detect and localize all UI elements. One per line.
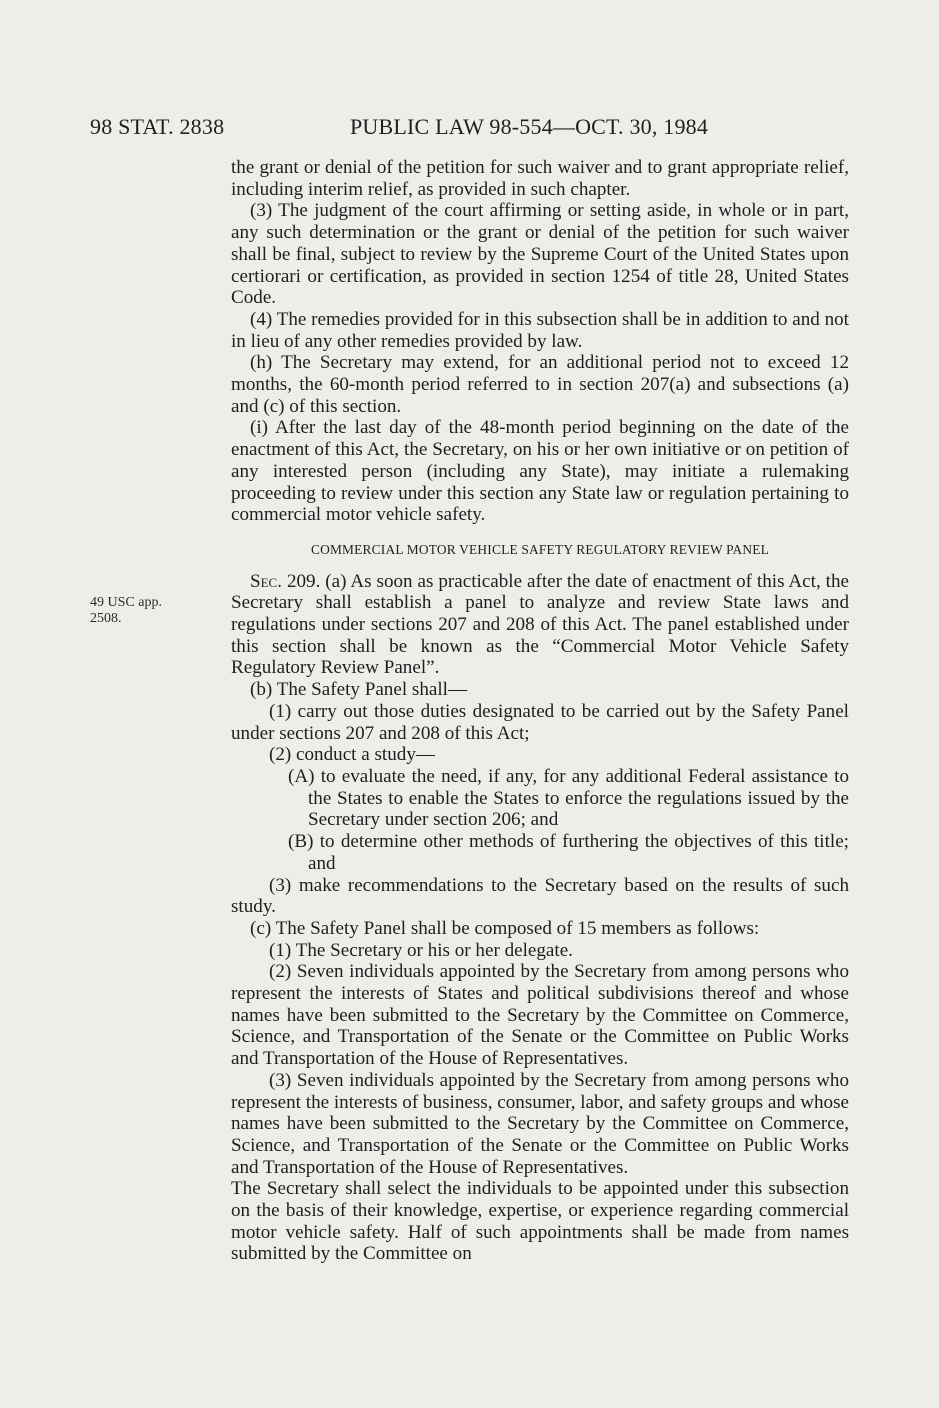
paragraph-i: (i) After the last day of the 48-month period beginning on the date of the enactment of this Act, the Secretary, on his or her own initiative or on petition of any interested person (including any State), may initiate a rulemaking proceeding to review under this section any State law or regulation pertaining to commercial motor vehicle safety. bbox=[231, 417, 849, 526]
paragraph-c1: (1) The Secretary or his or her delegate. bbox=[269, 939, 573, 961]
paragraph-b1: (1) carry out those duties designated to be carried out by the Safety Panel under sections 207 and 208 of this Act; bbox=[231, 700, 849, 744]
margin-citation bbox=[90, 595, 162, 627]
section-heading: COMMERCIAL MOTOR VEHICLE SAFETY REGULATORY REVIEW PANEL bbox=[310, 541, 770, 557]
paragraph-b2b: (B) to determine other methods of furthering the objectives of this title; and bbox=[288, 831, 849, 874]
paragraph-b2a: (A) to evaluate the need, if any, for any additional Federal assistance to the States to enable the States to enforce the regulations issued by the Secretary under section 206; and bbox=[288, 765, 849, 831]
paragraph-c3: (3) Seven individuals appointed by the Secretary from among persons who represent the interests of business, consumer, labor, and safety groups and whose names have been submitted to the Secretary by the Committee on Commerce, Science, and Transportation of the Senate or the Committee on Public Works and Transportation of the House of Representatives. bbox=[231, 1069, 849, 1178]
paragraph-sec-209-a bbox=[231, 571, 849, 680]
paragraph-b: (b) The Safety Panel shall— bbox=[250, 679, 468, 701]
sec-label: Sec. bbox=[250, 570, 283, 592]
paragraph-g4: (4) The remedies provided for in this subsection shall be in addition to and not in lieu of any other remedies provided by law. bbox=[231, 308, 849, 352]
paragraph-g3: (3) The judgment of the court affirming or setting aside, in whole or in part, any such determination or the grant or denial of the petition for such waiver shall be final, subject to review by the Supreme Court of the United States upon certiorari or certification, as provided in section 1254 of title 28, United States Code. bbox=[231, 200, 849, 309]
paragraph-c: (c) The Safety Panel shall be composed of 15 members as follows: bbox=[250, 917, 760, 939]
paragraph-continuation: the grant or denial of the petition for such waiver and to grant appropriate relief, including interim relief, as provided in such chapter. bbox=[231, 157, 849, 200]
public-law-title: PUBLIC LAW 98-554—OCT. 30, 1984 bbox=[350, 114, 709, 139]
paragraph-b3: (3) make recommendations to the Secretary based on the results of such study. bbox=[231, 874, 849, 918]
paragraph-h: (h) The Secretary may extend, for an additional period not to exceed 12 months, the 60-month period referred to in section 207(a) and subsections (a) and (c) of this section. bbox=[231, 352, 849, 417]
page-header bbox=[90, 108, 850, 142]
paragraph-closing: The Secretary shall select the individuals to be appointed under this subsection on the basis of their knowledge, expertise, or experience regarding commercial motor vehicle safety. Half of such appointments shall be made from names submitted by the Committee on bbox=[231, 1178, 849, 1265]
margin-citation-line2: 2508. bbox=[90, 611, 122, 626]
paragraph-b2: (2) conduct a study— bbox=[269, 744, 435, 766]
sec-209-a-text: 209. (a) As soon as practicable after the date of enactment of this Act, the Secretary shall establish a panel to analyze and review State laws and regulations under sections 207 and 208 of this Act. The panel established under this section shall be known as the “Commercial Motor Vehicle Safety Regulatory Review Panel”. bbox=[231, 570, 849, 679]
document-body bbox=[231, 157, 849, 1265]
paragraph-c2: (2) Seven individuals appointed by the Secretary from among persons who represent the interests of States and political subdivisions thereof and whose names have been submitted to the Secretary by the Committee on Commerce, Science, and Transportation of the Senate or the Committee on Public Works and Transportation of the House of Representatives. bbox=[231, 961, 849, 1070]
margin-citation-line1: 49 USC app. bbox=[90, 595, 162, 610]
stat-page-number: 98 STAT. 2838 bbox=[90, 114, 225, 139]
